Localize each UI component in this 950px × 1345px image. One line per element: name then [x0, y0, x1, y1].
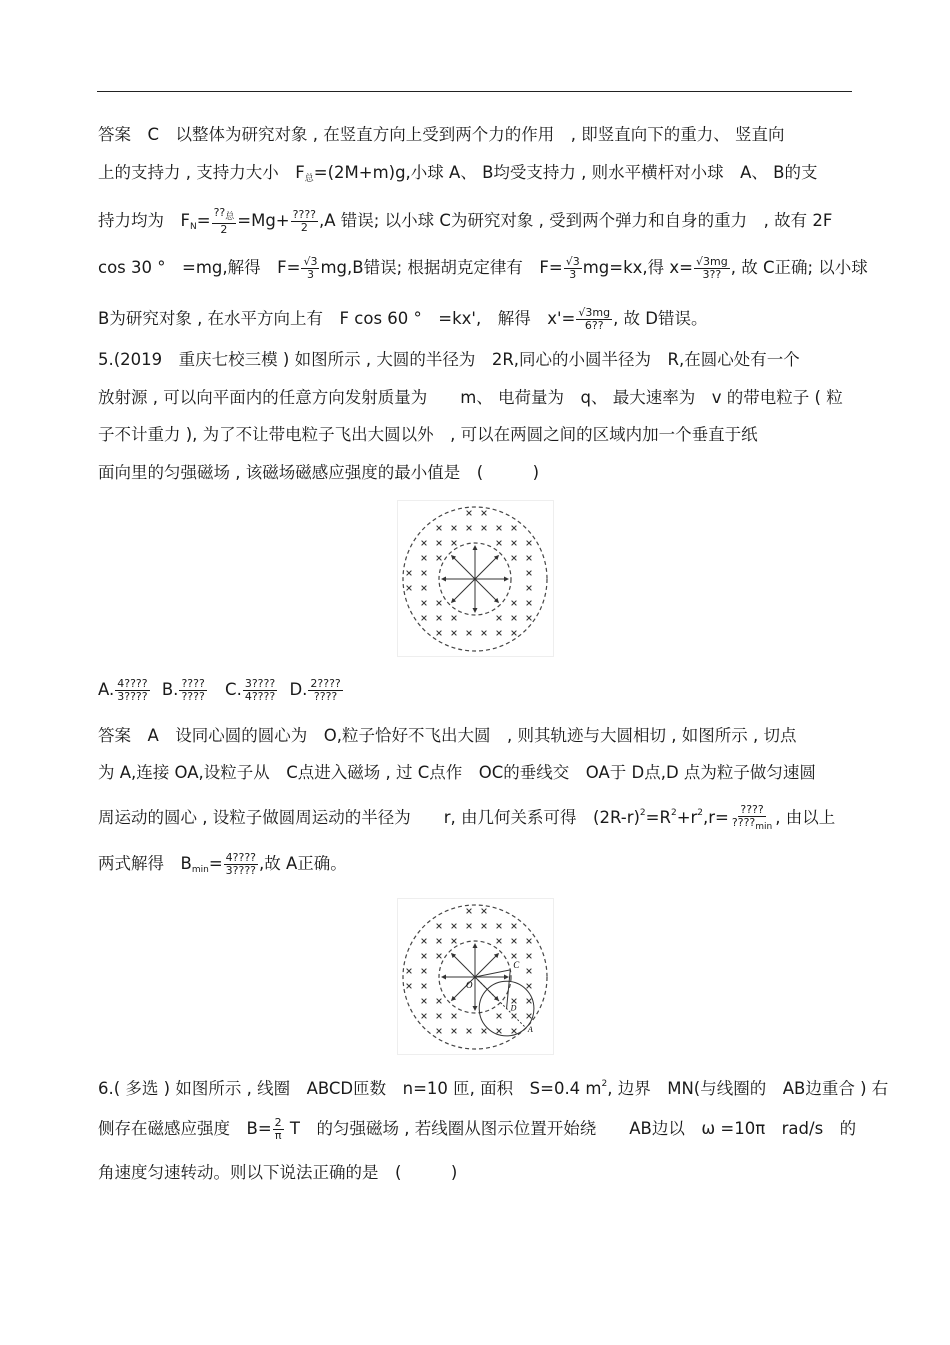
field-cross	[527, 556, 532, 561]
trajectory-diagram	[398, 899, 553, 1054]
answer-prev-line-1: 答案 C 以整体为研究对象 , 在竖直方向上受到两个力的作用 , 即竖直向下的重力、 竖直向	[98, 125, 785, 144]
field-cross	[422, 984, 427, 989]
velocity-arrow	[452, 556, 475, 579]
field-cross	[452, 541, 457, 546]
field-cross	[527, 1014, 532, 1019]
field-cross	[482, 924, 487, 929]
q5-line-2: 放射源 , 可以向平面内的任意方向发射质量为 m、 电荷量为 q、 最大速率为 v 的带电粒子 ( 粒	[98, 388, 843, 407]
field-cross	[422, 969, 427, 974]
line-oc	[475, 970, 510, 977]
concentric-circles-diagram	[398, 501, 553, 656]
velocity-arrow	[475, 954, 498, 977]
q5-line-1: 5.(2019 重庆七校三模 ) 如图所示 , 大圆的半径为 2R,同心的小圆半径为 R,在圆心处有一个	[98, 350, 800, 369]
field-cross	[512, 556, 517, 561]
field-cross	[452, 631, 457, 636]
field-cross	[527, 586, 532, 591]
field-cross	[407, 969, 412, 974]
field-cross	[422, 616, 427, 621]
fraction: $\frac{4????}{3????}$	[225, 851, 256, 877]
field-cross	[422, 954, 427, 959]
field-cross	[437, 1029, 442, 1034]
field-cross	[422, 939, 427, 944]
fraction: $\frac{??_总}{2}$	[213, 206, 235, 236]
field-cross	[467, 1029, 472, 1034]
option-c[interactable]: C. $\frac{3????}{4????}$	[225, 677, 276, 703]
figure-trajectory	[397, 898, 554, 1055]
field-cross	[497, 924, 502, 929]
field-cross	[512, 924, 517, 929]
field-cross	[437, 526, 442, 531]
answer-prev-line-5: B为研究对象 , 在水平方向上有 F cos 60 ° =kx', 解得 x'= $\frac{√3mg}{6??}$ , 故 D错误。	[98, 306, 708, 332]
q6-line-1: 6.( 多选 ) 如图所示 , 线圈 ABCD匝数 n=10 匝, 面积 S=0.4 $m^2$, 边界 MN(与线圈的 AB边重合 ) 右	[98, 1079, 889, 1098]
label-c: C	[513, 959, 520, 970]
field-cross	[512, 954, 517, 959]
option-a[interactable]: A. $\frac{4????}{3????}$	[98, 677, 148, 703]
field-cross	[422, 601, 427, 606]
fraction: $\frac{√3mg}{3??}$	[695, 255, 728, 281]
field-cross	[497, 526, 502, 531]
fraction: $\frac{2}{\pi}$	[274, 1116, 282, 1142]
field-cross	[407, 984, 412, 989]
q5-line-3: 子不计重力 ), 为了不让带电粒子飞出大圆以外 , 可以在两圆之间的区域内加一个垂直于纸	[98, 425, 758, 444]
field-cross	[527, 999, 532, 1004]
field-cross	[437, 1014, 442, 1019]
field-cross	[482, 909, 487, 914]
label-d: D	[510, 1003, 517, 1013]
field-cross	[527, 616, 532, 621]
field-cross	[452, 616, 457, 621]
answer-prev-line-2: 上的支持力 , 支持力大小 $F_总=(2M+m)g$,小球 A、 B均受支持力 , 则水平横杆对小球 A、 B的支	[98, 163, 818, 184]
q6-line-3: 角速度匀速转动。则以下说法正确的是 ( )	[98, 1163, 458, 1182]
field-cross	[452, 1014, 457, 1019]
field-cross	[437, 616, 442, 621]
fraction: $\frac{????}{????_{min}}$	[731, 803, 773, 832]
field-cross	[437, 954, 442, 959]
field-cross	[497, 631, 502, 636]
answer-prev-line-3: 持力均为 $F_N=$ $\frac{??_总}{2}$ =Mg+ $\frac{????}{2}$ ,A 错误; 以小球 C为研究对象 , 受到两个弹力和自身的重力 , 故有 2F	[98, 206, 833, 236]
field-cross	[452, 526, 457, 531]
velocity-arrow	[452, 954, 475, 977]
field-cross	[437, 541, 442, 546]
field-cross	[437, 601, 442, 606]
fraction: $\frac{√3}{3}$	[303, 255, 318, 281]
field-cross	[482, 1029, 487, 1034]
field-cross	[512, 526, 517, 531]
field-cross	[512, 939, 517, 944]
field-cross	[512, 1029, 517, 1034]
field-cross	[422, 999, 427, 1004]
field-cross	[422, 541, 427, 546]
field-cross	[422, 586, 427, 591]
field-cross	[407, 571, 412, 576]
field-cross	[437, 939, 442, 944]
fraction: $\frac{√3}{3}$	[565, 255, 580, 281]
field-cross	[467, 924, 472, 929]
field-cross	[527, 571, 532, 576]
label-o: O	[466, 980, 473, 990]
field-cross	[407, 586, 412, 591]
q5-options	[98, 678, 344, 703]
figure-concentric-field	[397, 500, 554, 657]
field-cross	[527, 541, 532, 546]
field-cross	[497, 616, 502, 621]
field-cross	[497, 939, 502, 944]
field-cross	[437, 999, 442, 1004]
field-cross	[452, 924, 457, 929]
option-b[interactable]: B. $\frac{????}{????}$	[161, 677, 205, 703]
option-d[interactable]: D. $\frac{2????}{????}$	[289, 677, 341, 703]
field-cross	[482, 526, 487, 531]
velocity-arrow	[475, 579, 498, 602]
answer-prev-line-4: cos 30 ° =mg,解得 F= $\frac{√3}{3}$ mg,B错误; 根据胡克定律有 F= $\frac{√3}{3}$ mg=kx,得 x= $\frac{√3mg}{3??}$ , 故 C正确; 以小球	[98, 255, 868, 281]
field-cross	[527, 969, 532, 974]
field-cross	[527, 984, 532, 989]
field-cross	[422, 571, 427, 576]
field-cross	[512, 631, 517, 636]
field-cross	[422, 556, 427, 561]
field-cross	[497, 1014, 502, 1019]
answer5-line-2: 为 A,连接 OA,设粒子从 C点进入磁场 , 过 C点作 OC的垂线交 OA于 D点,D 点为粒子做匀速圆	[98, 763, 816, 782]
velocity-arrow	[452, 579, 475, 602]
field-cross	[512, 541, 517, 546]
field-cross	[527, 939, 532, 944]
label-a: A	[527, 1024, 533, 1034]
answer5-line-1: 答案 A 设同心圆的圆心为 O,粒子恰好不飞出大圆 , 则其轨迹与大圆相切 , 如图所示 , 切点	[98, 726, 797, 745]
field-cross	[482, 511, 487, 516]
field-cross	[422, 1014, 427, 1019]
field-cross	[467, 631, 472, 636]
field-cross	[467, 526, 472, 531]
fraction: $\frac{????}{2}$	[292, 208, 316, 234]
field-cross	[497, 1029, 502, 1034]
field-cross	[512, 601, 517, 606]
field-cross	[527, 601, 532, 606]
field-cross	[437, 924, 442, 929]
field-cross	[482, 631, 487, 636]
field-cross	[452, 939, 457, 944]
fraction: $\frac{√3mg}{6??}$	[578, 306, 611, 332]
field-cross	[452, 1029, 457, 1034]
field-cross	[527, 954, 532, 959]
top-rule	[97, 91, 852, 92]
answer5-line-3: 周运动的圆心 , 设粒子做圆周运动的半径为 r, 由几何关系可得 $(2R-r)^2=R^2+r^2,r=$ $\frac{????}{????_{min}}$ , 由以上	[98, 803, 836, 832]
field-cross	[497, 541, 502, 546]
field-cross	[467, 909, 472, 914]
q5-line-4: 面向里的匀强磁场 , 该磁场磁感应强度的最小值是 ( )	[98, 463, 540, 482]
velocity-arrow	[475, 556, 498, 579]
answer5-line-4: 两式解得 $B_{min}=$ $\frac{4????}{3????}$ ,故 A正确。	[98, 851, 347, 877]
field-cross	[437, 631, 442, 636]
field-cross	[437, 556, 442, 561]
q6-line-2: 侧存在磁感应强度 B= $\frac{2}{\pi}$ T 的匀强磁场 , 若线圈从图示位置开始绕 AB边以 ω =10π rad/s 的	[98, 1116, 857, 1142]
field-cross	[512, 616, 517, 621]
field-cross	[467, 511, 472, 516]
